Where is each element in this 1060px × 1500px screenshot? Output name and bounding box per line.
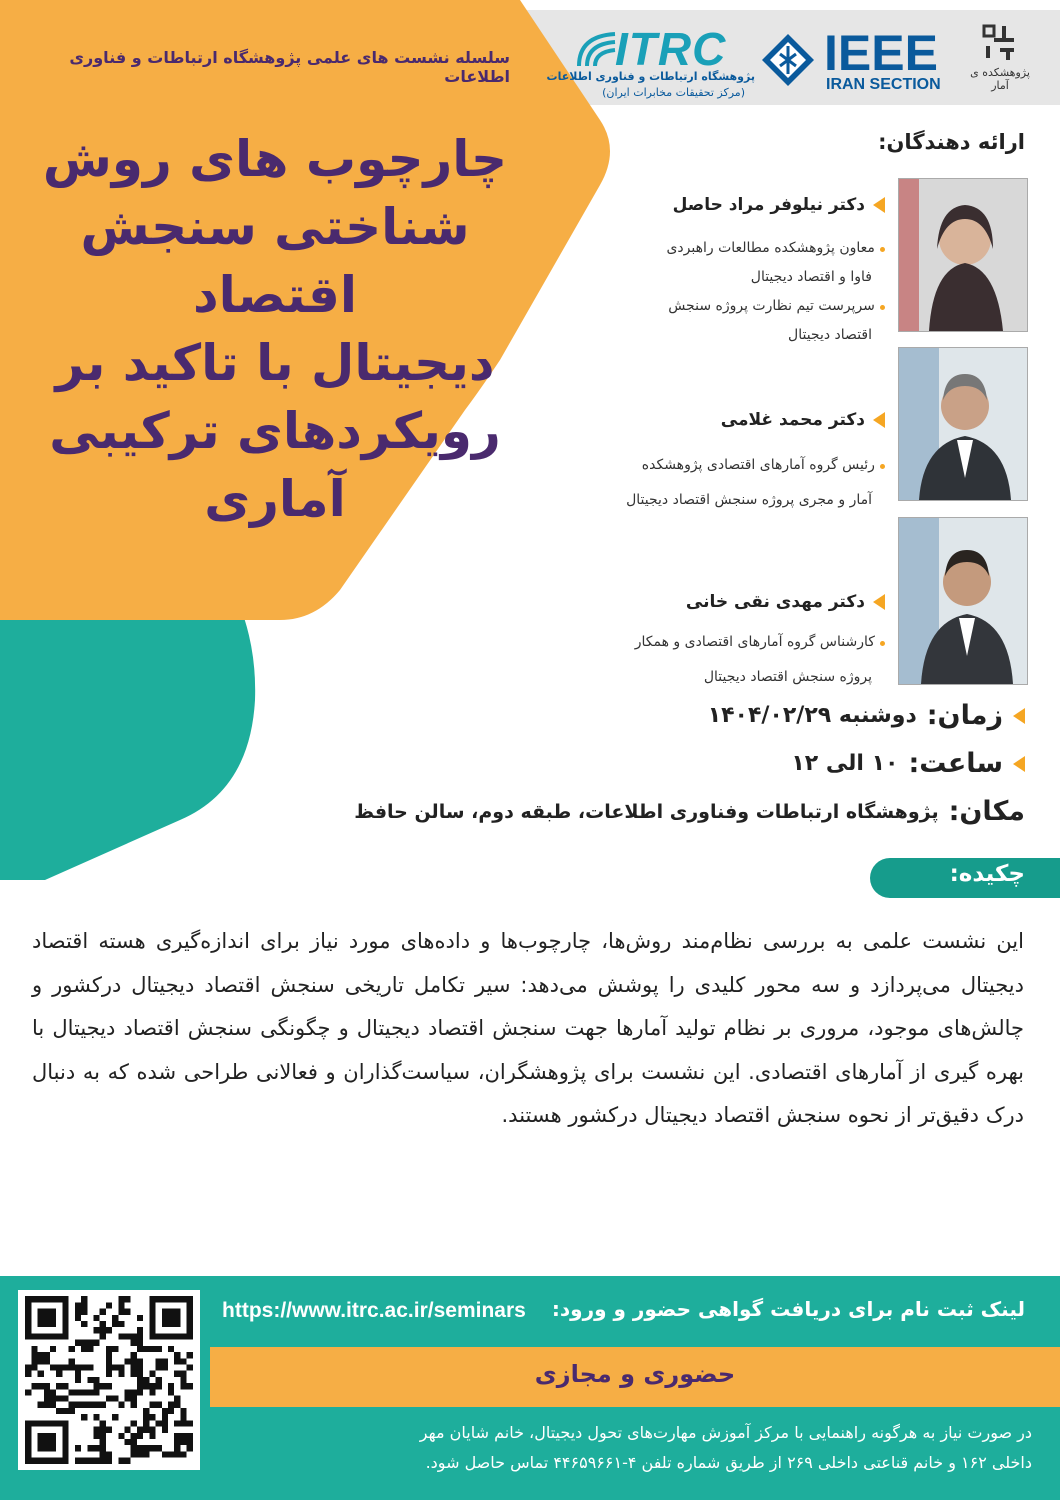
seminar-title — [20, 125, 530, 533]
itrc-logo — [546, 23, 755, 102]
speaker-role: کارشناس گروه آمارهای اقتصادی و همکار — [634, 634, 875, 650]
triangle-bullet-icon — [1013, 756, 1025, 772]
event-hour — [791, 748, 1025, 779]
speaker-3-details — [605, 624, 885, 694]
title-line: دیجیتال با تاکید بر — [55, 334, 495, 392]
speaker-name: دکتر مهدی نقی خانی — [685, 592, 865, 612]
contact-line: در صورت نیاز به هرگونه راهنمایی با مرکز آموزش مهارت‌های تحول دیجیتال، خانم شایان مهر — [419, 1423, 1032, 1442]
speaker-name: دکتر نیلوفر مراد حاصل — [672, 195, 865, 215]
time-value: دوشنبه ۱۴۰۴/۰۲/۲۹ — [707, 703, 917, 728]
place-value: پژوهشگاه ارتباطات وفناوری اطلاعات، طبقه دوم، سالن حافظ — [354, 800, 939, 823]
speaker-name: دکتر محمد غلامی — [720, 410, 865, 430]
triangle-bullet-icon — [873, 594, 885, 610]
hour-value: ۱۰ الی ۱۲ — [791, 751, 899, 776]
speaker-role: اقتصاد دیجیتال — [788, 327, 872, 343]
summary-label: چکیده: — [949, 861, 1025, 887]
bullet-dot-icon — [880, 305, 885, 310]
series-title: سلسله نشست های علمی پژوهشگاه ارتباطات و فناوری اطلاعات — [69, 48, 510, 86]
place-label: مکان: — [948, 796, 1025, 827]
itrc-logo-text: ITRC — [615, 23, 727, 75]
speaker-role: آمار و مجری پروژه سنجش اقتصاد دیجیتال — [626, 492, 872, 508]
ieee-logo — [760, 25, 955, 98]
title-line: آماری — [204, 470, 346, 528]
title-line: شناختی سنجش اقتصاد — [80, 198, 470, 324]
event-place — [354, 796, 1025, 827]
amar-logo-text: پژوهشکده ی آمار — [970, 66, 1030, 92]
bullet-dot-icon — [880, 247, 885, 252]
speaker-photo-1 — [898, 178, 1028, 332]
speaker-portrait-icon — [899, 348, 1027, 500]
registration-link[interactable]: https://www.itrc.ac.ir/seminars — [222, 1299, 526, 1322]
title-line: رویکردهای ترکیبی — [49, 402, 501, 460]
speaker-role: رئیس گروه آمارهای اقتصادی پژوهشکده — [641, 457, 875, 473]
speaker-photo-2 — [898, 347, 1028, 501]
ieee-logo-text: IEEE — [824, 25, 938, 81]
ieee-diamond-icon — [760, 32, 816, 88]
contact-line: داخلی ۱۶۲ و خانم قناعتی داخلی ۲۶۹ از طریق شماره تلفن ۴-۴۴۶۵۹۶۶۱ تماس حاصل شود. — [425, 1453, 1032, 1472]
speaker-role: پروژه سنجش اقتصاد دیجیتال — [703, 669, 872, 685]
itrc-subtitle-2: (مرکز تحقیقات مخابرات ایران) — [602, 86, 745, 99]
bullet-dot-icon — [880, 641, 885, 646]
speaker-2 — [721, 410, 885, 430]
contact-info — [232, 1418, 1032, 1478]
presenters-heading: ارائه دهندگان: — [878, 130, 1025, 154]
speaker-role: معاون پژوهشکده مطالعات راهبردی — [666, 240, 875, 256]
hour-label: ساعت: — [908, 748, 1003, 779]
speaker-role: فاوا و اقتصاد دیجیتال — [750, 269, 872, 285]
speaker-portrait-icon — [899, 518, 1027, 684]
triangle-bullet-icon — [1013, 708, 1025, 724]
time-label: زمان: — [926, 700, 1003, 731]
title-line: چارچوب های روش — [42, 130, 508, 188]
triangle-bullet-icon — [873, 197, 885, 213]
registration-label: لینک ثبت نام برای دریافت گواهی حضور و ورود: — [551, 1297, 1025, 1321]
ieee-section-text: IRAN SECTION — [826, 76, 941, 93]
bullet-dot-icon — [880, 464, 885, 469]
amar-logo-icon — [980, 22, 1020, 62]
speaker-1-details — [625, 233, 885, 349]
itrc-subtitle: پژوهشگاه ارتباطات و فناوری اطلاعات — [546, 70, 755, 83]
speaker-2-details — [605, 447, 885, 517]
triangle-bullet-icon — [873, 412, 885, 428]
speaker-role: سرپرست تیم نظارت پروژه سنجش — [668, 298, 875, 314]
qr-code-icon — [18, 1290, 200, 1470]
amar-logo — [960, 22, 1040, 102]
speaker-photo-3 — [898, 517, 1028, 685]
attendance-mode: حضوری و مجازی — [534, 1360, 736, 1388]
speaker-3 — [686, 592, 885, 612]
abstract-text: این نشست علمی به بررسی نظام‌مند روش‌ها، چارچوب‌ها و داده‌های مورد نیاز برای اندازه‌گیری هسته اقتصاد دیجیتال می‌پردازد و سه محور کلیدی را پوشش می‌دهد: سیر تکامل تاریخی سنجش اقتصاد دیجیتال درکشور و چالش‌های موجود، مروری بر نظام تولید آمارها جهت سنجش اقتصاد دیجیتال و چگونگی سنجش اقتصاد دیجیتال با بهره گیری از آمارهای اقتصادی. این نشست برای پژوهشگران، سیاست‌گذاران و فعالانی طراحی شده که به دنبال درک دقیق‌تر از نحوه سنجش اقتصاد دیجیتال درکشور هستند. — [32, 929, 1024, 1127]
qr-code[interactable] — [18, 1290, 200, 1470]
speaker-1 — [673, 195, 885, 215]
speaker-portrait-icon — [899, 179, 1027, 331]
event-time — [708, 700, 1025, 731]
